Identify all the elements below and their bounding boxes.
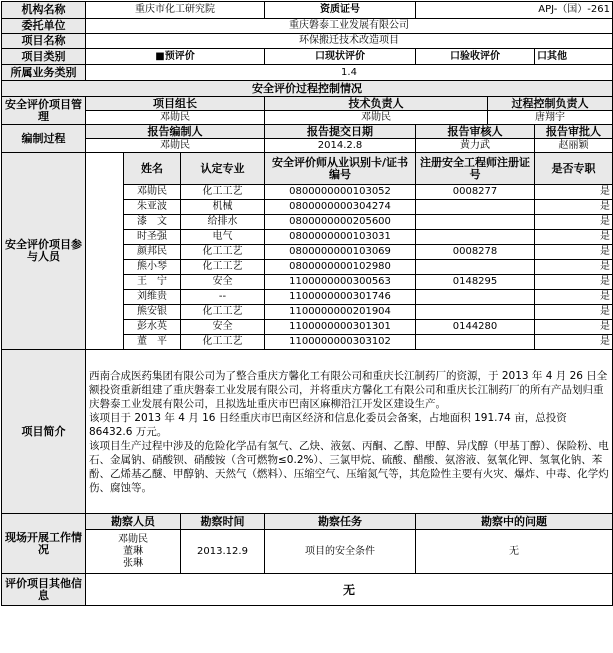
staff-header-reg: 注册安全工程师注册证号: [416, 153, 535, 185]
staff-name: 彭水英: [124, 320, 181, 335]
staff-reg: [416, 200, 535, 215]
intro-paragraph-2: 该项目于 2013 年 4 月 16 日经重庆市巴南区经济和信息化委员会备案，占地面积 191.74 亩，总投资 86432.6 万元。: [89, 411, 567, 438]
staff-card: 0800000000103031: [265, 230, 416, 245]
intro-label: 项目简介: [2, 350, 86, 514]
staff-full: 是: [535, 185, 613, 200]
staff-major: 电气: [181, 230, 265, 245]
intro-paragraph-1: 西南合成医药集团有限公司为了整合重庆方馨化工有限公司和重庆长江制药厂的资源，于 2013 年 4 月 26 日全额投资重新组建了重庆磐泰工业发展有限公司，并将重庆方馨化工有限公司和重庆长江制药厂的所有产品划归重庆磐泰工业发展有限公司，且拟选址重庆市巴南区麻柳沿江开发区建设生产。: [89, 369, 608, 410]
staff-card: 0800000000304274: [265, 200, 416, 215]
staff-name: 邓勋民: [124, 185, 181, 200]
cert-value: APJ-（国）-261: [416, 2, 613, 19]
survey-person: 张琳: [123, 557, 143, 569]
type-option-pre: ■预评价: [86, 49, 265, 65]
staff-reg: 0008278: [416, 245, 535, 260]
staff-major: 化工工艺: [181, 305, 265, 320]
other-label: 评价项目其他信息: [2, 574, 86, 606]
staff-name: 时圣强: [124, 230, 181, 245]
staff-major: 安全: [181, 320, 265, 335]
staff-header-full: 是否专职: [535, 153, 613, 185]
staff-full: 是: [535, 275, 613, 290]
mgmt-value-control: 唐翔宇: [488, 111, 613, 125]
staff-full: 是: [535, 200, 613, 215]
compile-label: 编制过程: [2, 125, 86, 153]
intro-text: [86, 350, 613, 514]
compile-header-approver: 报告审批人: [535, 125, 613, 139]
staff-card: 0800000000102980: [265, 260, 416, 275]
staff-name: 熊小琴: [124, 260, 181, 275]
mgmt-header-leader: 项目组长: [86, 97, 265, 111]
intro-paragraph-3: 该项目生产过程中涉及的危险化学品有氢气、乙炔、液氨、丙酮、乙醇、甲醇、异戊醇（甲基丁醇）、保险粉、电石、金属钠、硝酸钡、硝酸铵（含可燃物≤0.2%）、三氯甲烷、硫酸、醋酸、氨溶液、氨氧化钾、氢氧化钠、苯酚、乙烯基乙醚、甲醇钠、天然气（燃料）、压缩空气、压缩氮气等，其危险性主要有火灾、爆炸、中毒、化学灼伤、腐蚀等。: [89, 439, 609, 494]
staff-card: 1100000000301746: [265, 290, 416, 305]
org-value: 重庆市化工研究院: [86, 2, 265, 19]
staff-full: 是: [535, 230, 613, 245]
cert-label: 资质证号: [265, 2, 416, 19]
staff-reg: 0144280: [416, 320, 535, 335]
client-value: 重庆磐泰工业发展有限公司: [86, 19, 613, 34]
survey-person: 邓勋民: [118, 533, 148, 545]
staff-name: 刘维贵: [124, 290, 181, 305]
staff-header-name: 姓名: [124, 153, 181, 185]
survey-header-issue: 勘察中的问题: [416, 514, 613, 530]
survey-label: 现场开展工作情况: [2, 514, 86, 574]
staff-card: 0800000000103069: [265, 245, 416, 260]
staff-card: 0800000000103052: [265, 185, 416, 200]
staff-reg: [416, 305, 535, 320]
staff-reg: [416, 230, 535, 245]
staff-name: 董 平: [124, 335, 181, 350]
type-option-other: 口其他: [535, 49, 613, 65]
survey-header-people: 勘察人员: [86, 514, 181, 530]
mgmt-value-leader: 邓勋民: [86, 111, 265, 125]
staff-header-card: 安全评价师从业识别卡/证书编号: [265, 153, 416, 185]
project-label: 项目名称: [2, 34, 86, 49]
survey-issue: 无: [416, 530, 613, 574]
staff-full: 是: [535, 335, 613, 350]
staff-card: 1100000000303102: [265, 335, 416, 350]
type-label: 项目类别: [2, 49, 86, 65]
staff-reg: [416, 215, 535, 230]
org-label: 机构名称: [2, 2, 86, 19]
compile-value-reviewer: 黄力武: [416, 139, 535, 153]
staff-name: 王 宁: [124, 275, 181, 290]
survey-header-task: 勘察任务: [265, 514, 416, 530]
client-label: 委托单位: [2, 19, 86, 34]
compile-value-date: 2014.2.8: [265, 139, 416, 153]
staff-full: 是: [535, 305, 613, 320]
staff-major: --: [181, 290, 265, 305]
staff-card: 1100000000300563: [265, 275, 416, 290]
staff-header-major: 认定专业: [181, 153, 265, 185]
staff-major: 化工工艺: [181, 185, 265, 200]
staff-reg: [416, 335, 535, 350]
mgmt-value-tech: 邓勋民: [265, 111, 488, 125]
staff-label: 安全评价项目参与人员: [2, 153, 86, 350]
staff-reg: 0148295: [416, 275, 535, 290]
staff-name: 朱亚波: [124, 200, 181, 215]
other-value: 无: [86, 574, 613, 606]
staff-name: 熊安银: [124, 305, 181, 320]
compile-header-reviewer: 报告审核人: [416, 125, 535, 139]
survey-task: 项目的安全条件: [265, 530, 416, 574]
project-value: 环保搬迁技术改造项目: [86, 34, 613, 49]
staff-full: 是: [535, 320, 613, 335]
staff-card: 0800000000205600: [265, 215, 416, 230]
industry-value: 1.4: [86, 65, 613, 81]
mgmt-label: 安全评价项目管理: [2, 97, 86, 125]
survey-time: 2013.12.9: [181, 530, 265, 574]
staff-major: 化工工艺: [181, 335, 265, 350]
staff-major: 安全: [181, 275, 265, 290]
staff-card: 1100000000201904: [265, 305, 416, 320]
process-section-title: 安全评价过程控制情况: [2, 81, 613, 97]
staff-spacer: [86, 153, 124, 350]
staff-reg: 0008277: [416, 185, 535, 200]
compile-value-author: 邓勋民: [86, 139, 265, 153]
staff-major: 化工工艺: [181, 245, 265, 260]
staff-major: 给排水: [181, 215, 265, 230]
staff-reg: [416, 260, 535, 275]
staff-major: 机械: [181, 200, 265, 215]
type-option-status: 口现状评价: [265, 49, 416, 65]
type-option-acceptance: 口验收评价: [416, 49, 535, 65]
staff-name: 颜邦民: [124, 245, 181, 260]
staff-major: 化工工艺: [181, 260, 265, 275]
staff-full: 是: [535, 215, 613, 230]
staff-card: 1100000000301301: [265, 320, 416, 335]
survey-header-time: 勘察时间: [181, 514, 265, 530]
survey-people: [86, 530, 181, 574]
mgmt-header-tech: 技术负责人: [265, 97, 488, 111]
staff-full: 是: [535, 290, 613, 305]
staff-reg: [416, 290, 535, 305]
survey-person: 董琳: [123, 545, 143, 557]
evaluation-info-form: [1, 1, 613, 606]
staff-full: 是: [535, 245, 613, 260]
staff-name: 漆 文: [124, 215, 181, 230]
compile-header-date: 报告提交日期: [265, 125, 416, 139]
mgmt-header-control: 过程控制负责人: [488, 97, 613, 111]
staff-full: 是: [535, 260, 613, 275]
compile-header-author: 报告编制人: [86, 125, 265, 139]
industry-label: 所属业务类别: [2, 65, 86, 81]
compile-value-approver: 赵丽颖: [535, 139, 613, 153]
